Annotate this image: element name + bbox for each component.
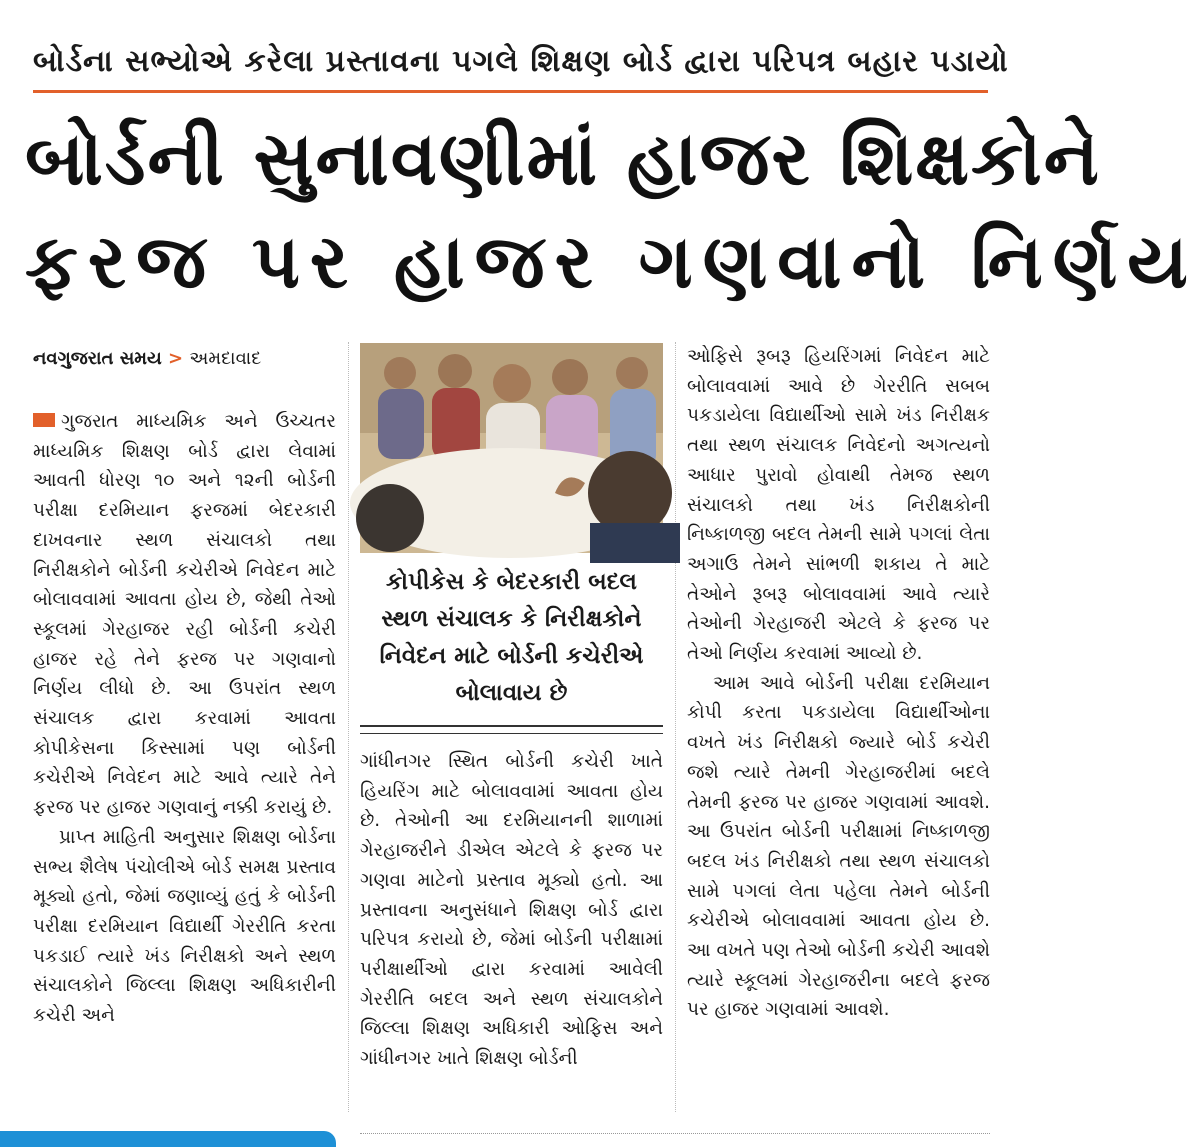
illustration-teachers-hearing — [360, 343, 663, 553]
dateline — [33, 348, 336, 369]
article-column-3 — [687, 342, 990, 1112]
paragraph-text: ગુજરાત માધ્યમિક અને ઉચ્ચતર માધ્યમિક શિક્ષણ બોર્ડ દ્વારા લેવામાં આવતી ધોરણ ૧૦ અને ૧૨ની બોર્ડની પરીક્ષા દરમિયાન ફરજમાં બેદરકારી દાખવનાર સ્થળ સંચાલકો તથા નિરીક્ષકોને બોર્ડની કચેરીએ નિવેદન માટે બોલાવવામાં આવતા હોય છે, જેથી તેઓ સ્કૂલમાં ગેરહાજર રહી બોર્ડની કચેરી હાજર રહે તેને ફરજ પર ગણવાનો નિર્ણય લીધો છે. આ ઉપરાંત સ્થળ સંચાલક દ્વારા કરવામાં આવતા કોપીકેસના કિસ્સામાં પણ બોર્ડની કચેરીએ નિવેદન માટે આવે ત્યારે તેને ફરજ પર હાજર ગણવાનું નક્કી કરાયું છે. — [33, 411, 336, 819]
headline-line-2: ફરજ પર હાજર ગણવાનો નિર્ણય — [25, 219, 1198, 305]
dateline-city: અમદાવાદ — [189, 348, 262, 369]
bottom-divider — [360, 1133, 990, 1134]
pull-quote: કોપીકેસ કે બેદરકારી બદલ સ્થળ સંચાલક કે નિરીક્ષકોને નિવેદન માટે બોર્ડની કચેરીએ બોલાવાય છે — [379, 569, 644, 706]
paragraph: પ્રાપ્ત માહિતી અનુસાર શિક્ષણ બોર્ડના સભ્ય શૈલેષ પંચોલીએ બોર્ડ સમક્ષ પ્રસ્તાવ મૂક્યો હતો, જેમાં જણાવ્યું હતું કે બોર્ડની પરીક્ષા દરમિયાન વિદ્યાર્થી ગેરરીતિ કરતા પકડાઈ ત્યારે ખંડ નિરીક્ષકો અને સ્થળ સંચાલકોને જિલ્લા શિક્ષણ અધિકારીની કચેરી અને — [33, 826, 336, 1027]
kicker-text: બોર્ડના સભ્યોએ કરેલા પ્રસ્તાવના પગલે શિક્ષણ બોર્ડ દ્વારા પરિપત્ર બહાર પડાયો — [33, 44, 1009, 79]
byline: નવગુજરાત સમય — [33, 348, 162, 369]
lead-marker-icon — [33, 413, 55, 427]
paragraph: ગાંધીનગર સ્થિત બોર્ડની કચેરી ખાતે હિયરિંગ માટે બોલાવવામાં આવતા હોય છે. તેઓની આ દરમિયાનની શાળામાં ગેરહાજરીને ડીએલ એટલે કે ફરજ પર ગણવા માટેનો પ્રસ્તાવ મૂક્યો હતો. આ પ્રસ્તાવના અનુસંધાને શિક્ષણ બોર્ડ દ્વારા પરિપત્ર કરાયો છે, જેમાં બોર્ડની પરીક્ષામાં પરીક્ષાર્થીઓ દ્વારા કરવામાં આવેલી ગેરરીતિ બદલ અને સ્થળ સંચાલકોને જિલ્લા શિક્ષણ અધિકારી ઓફિસ અને ગાંધીનગર ખાતે શિક્ષણ બોર્ડની — [360, 751, 663, 1070]
illustration-image — [360, 343, 663, 553]
pull-quote-rule — [360, 725, 663, 734]
paragraph: આમ આવે બોર્ડની પરીક્ષા દરમિયાન કોપી કરતા પકડાયેલા વિદ્યાર્થીઓના વખતે ખંડ નિરીક્ષકો જ્યારે બોર્ડ કચેરી જશે ત્યારે તેમની ગેરહાજરીમાં બદલે તેમની ફરજ પર હાજર ગણવામાં આવશે. આ ઉપરાંત બોર્ડની પરીક્ષામાં નિષ્કાળજી બદલ ખંડ નિરીક્ષકો તથા સ્થળ સંચાલકો સામે પગલાં લેતા પહેલા તેમને બોર્ડની કચેરીએ બોલાવવામાં આવતા હોય છે. આ વખતે પણ તેઓ બોર્ડની કચેરી આવશે ત્યારે સ્કૂલમાં ગેરહાજરીના બદલે ફરજ પર હાજર ગણવામાં આવશે. — [687, 672, 990, 1021]
bottom-color-tab — [0, 1131, 336, 1147]
byline-arrow: > — [168, 348, 184, 369]
column-divider — [348, 342, 349, 1112]
article-column-1 — [33, 407, 336, 1112]
kicker-bar — [33, 40, 1009, 93]
paragraph — [33, 407, 336, 823]
headline-line-1: બોર્ડની સુનાવણીમાં હાજર શિક્ષકોને — [25, 116, 1101, 202]
column-divider — [675, 342, 676, 1112]
article-column-2 — [360, 747, 663, 1112]
paragraph: ઓફિસે રૂબરૂ હિયરિંગમાં નિવેદન માટે બોલાવવામાં આવે છે ગેરરીતિ સબબ પકડાયેલા વિદ્યાર્થીઓ સામે ખંડ નિરીક્ષક તથા સ્થળ સંચાલક નિવેદનો અગત્યનો આધાર પુરાવો હોવાથી તેમજ સ્થળ સંચાલકો તથા ખંડ નિરીક્ષકોની નિષ્કાળજી બદલ તેમની સામે પગલાં લેતા અગાઉ તેમને સાંભળી શકાય તે માટે તેઓને રૂબરૂ બોલાવવામાં આવે ત્યારે તેઓની ગેરહાજરી એટલે કે ફરજ પર તેઓ નિર્ણય કરવામાં આવ્યો છે. — [687, 346, 990, 665]
